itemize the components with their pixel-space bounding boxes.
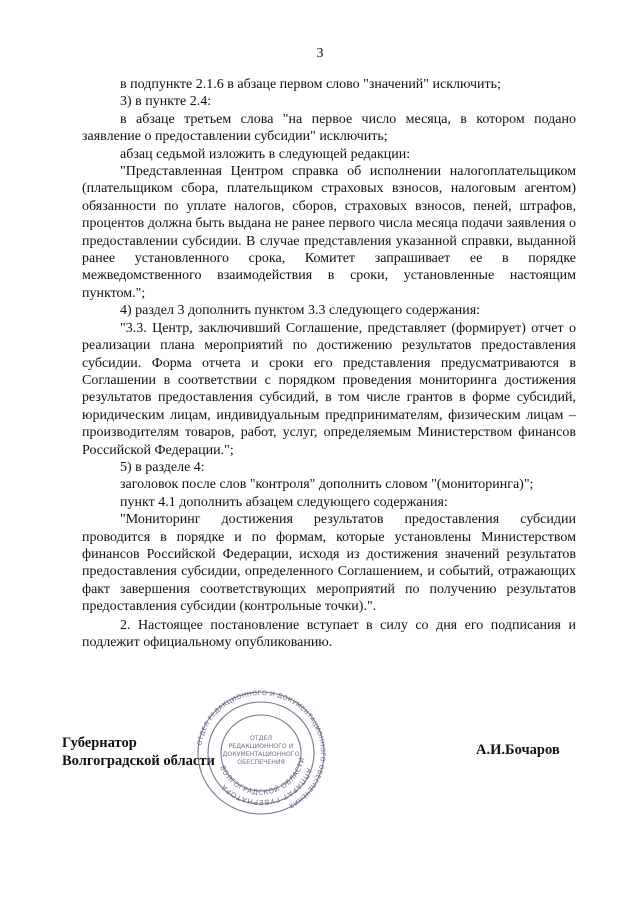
signatory-title	[62, 734, 215, 770]
seal-center-line: ОБЕСПЕЧЕНИЯ	[237, 759, 285, 766]
seal-ring-text: АППАРАТ ГУБЕРНАТОРА	[219, 767, 314, 807]
seal-outer-text: ОТДЕЛ РЕДАКЦИОННОГО И ДОКУМЕНТАЦИОННОГО ОБЕСПЕЧЕНИЯ	[196, 690, 326, 810]
seal-center-line: ДОКУМЕНТАЦИОННОГО	[222, 751, 300, 758]
signatory-position: Губернатор	[62, 735, 137, 751]
signatory-region: Волгоградской области	[62, 753, 215, 769]
paragraph: в абзаце третьем слова "на первое число месяца, в котором подано заявление о предоставлении субсидии" исключить;	[82, 111, 576, 145]
paragraph: абзац седьмой изложить в следующей редакции:	[120, 146, 411, 162]
seal-bottom-text: ВОЛГОГРАДСКОЙ ОБЛАСТИ	[218, 756, 307, 797]
paragraph: "Мониторинг достижения результатов предоставления субсидии проводится в порядке и по формам, которые установлены Министерством финансов Российской Федерации, исходя из достижения значений результатов предоставления субсидии, определенного Соглашением, и событий, отражающих факт завершения соответствующих мероприятий по получению результатов предоставления субсидии (контрольные точки).".	[82, 512, 576, 615]
seal-center-line: РЕДАКЦИОННОГО И	[228, 743, 294, 750]
page-number: 3	[316, 46, 324, 61]
paragraph: "Представленная Центром справка об исполнении налогоплательщиком (плательщиком сбора, плательщиком страховых взносов, налоговым агентом) обязанности по уплате налогов, сборов, страховых взносов, пеней, штрафов, процентов должна быть выдана не ранее первого числа месяца подачи заявления о предоставлении субсидии. В случае представления указанной справки, выданной ранее установленного срока, Комитет запрашивает ее в порядке межведомственного взаимодействия в сроки, установленные настоящим пунктом.";	[82, 164, 576, 301]
paragraph: пункт 4.1 дополнить абзацем следующего содержания:	[120, 494, 448, 510]
paragraph: 3) в пункте 2.4:	[120, 94, 212, 110]
document-body	[82, 76, 576, 651]
official-seal	[196, 690, 326, 816]
paragraph: 2. Настоящее постановление вступает в силу со дня его подписания и подлежит официальному опубликованию.	[82, 617, 576, 650]
seal-center-line: ОТДЕЛ	[249, 735, 273, 742]
paragraph: 4) раздел 3 дополнить пунктом 3.3 следующего содержания:	[120, 303, 481, 319]
paragraph: в подпункте 2.1.6 в абзаце первом слово "значений" исключить;	[120, 77, 501, 92]
paragraph: 5) в разделе 4:	[120, 459, 205, 475]
paragraph: "3.3. Центр, заключивший Соглашение, представляет (формирует) отчет о реализации плана мероприятий по достижению результатов предоставления субсидии. Форма отчета и сроки его представления предусматриваются в Соглашении в соответствии с порядком проведения мониторинга достижения результатов предоставления субсидий, в том числе грантов в форме субсидий, юридическим лицам, индивидуальным предпринимателям, физическим лицам – производителям товаров, работ, услуг, определяемым Министерством финансов Российской Федерации.";	[82, 320, 576, 458]
paragraph: заголовок после слов "контроля" дополнить словом "(мониторинга)";	[120, 477, 534, 493]
signatory-name: А.И.Бочаров	[476, 742, 560, 758]
